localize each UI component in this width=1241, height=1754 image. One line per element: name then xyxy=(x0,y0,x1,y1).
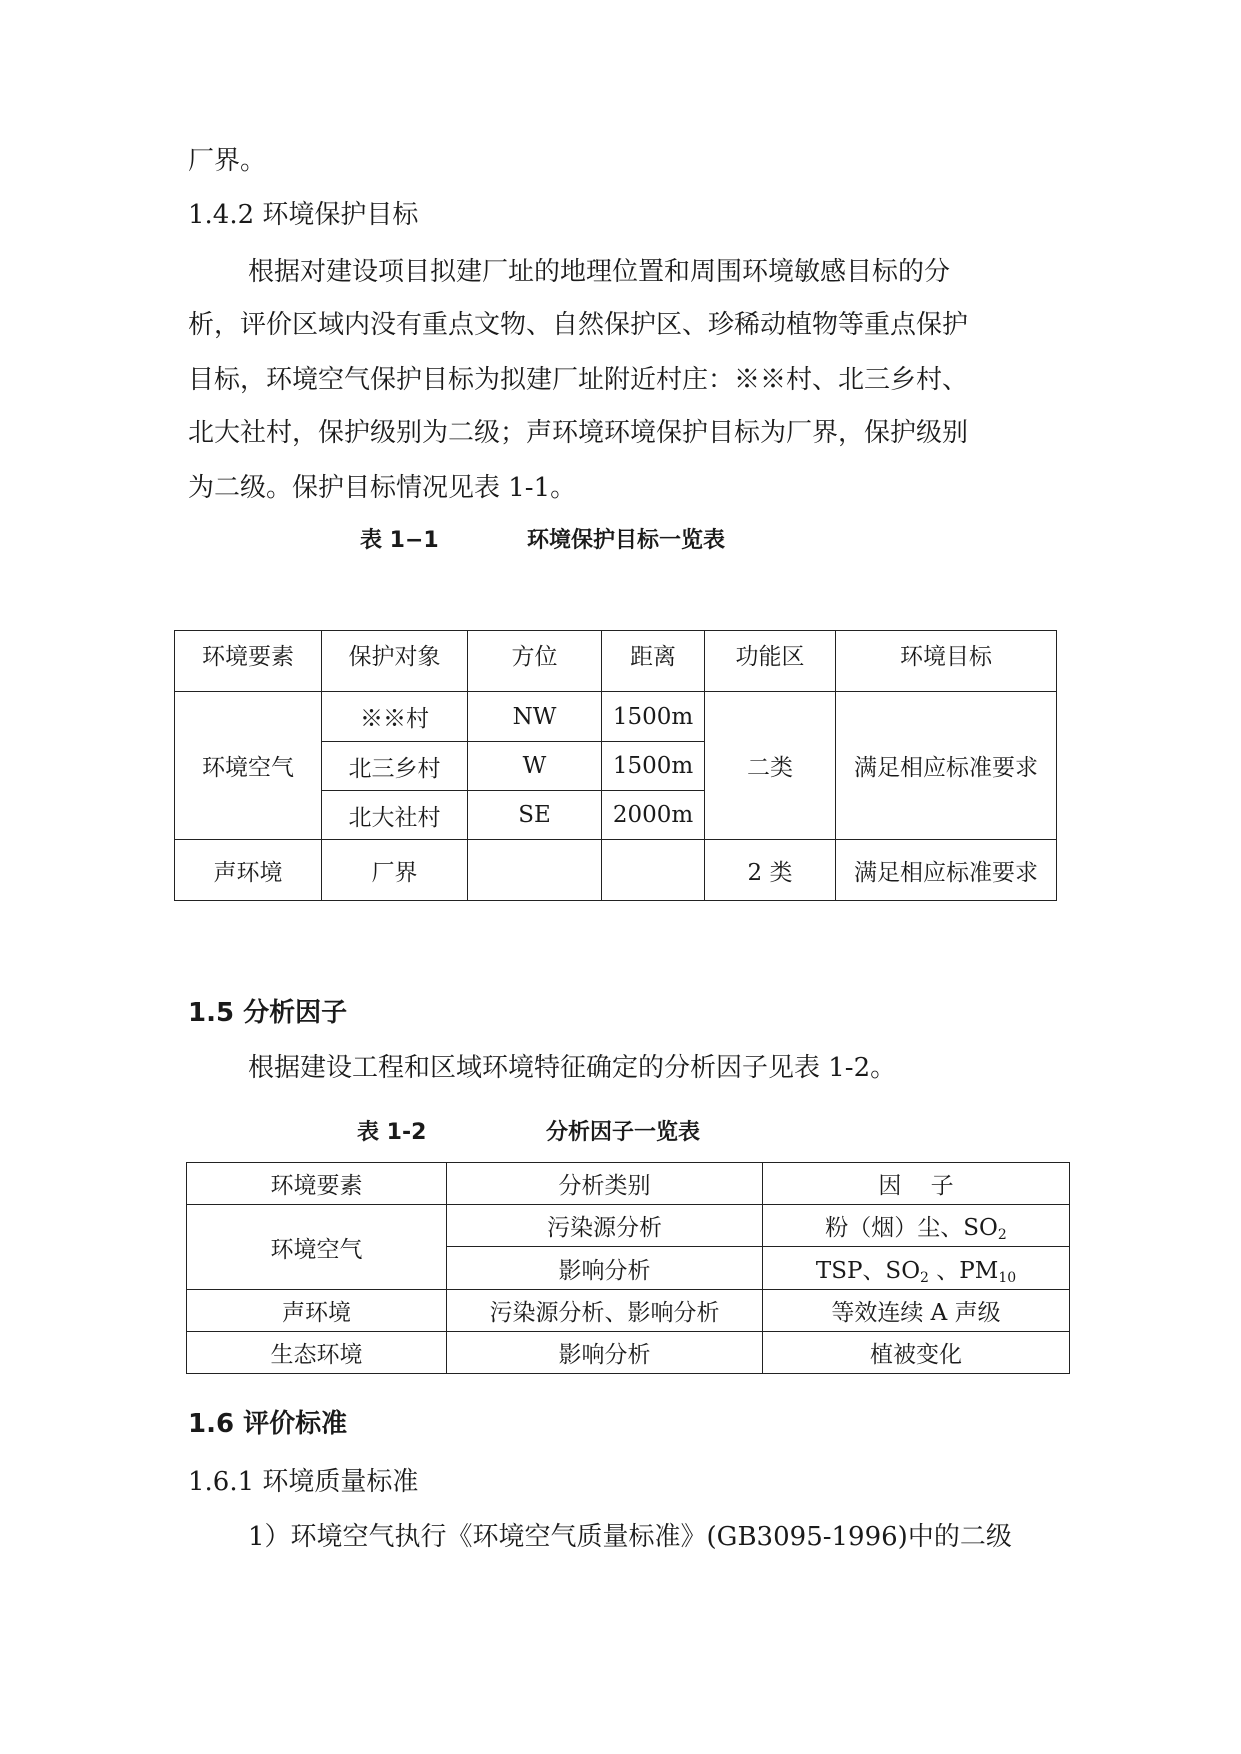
header-cell: 功能区 xyxy=(705,631,836,692)
factor-subscript: 2 xyxy=(920,1269,929,1286)
category-cell: 影响分析 xyxy=(447,1247,763,1290)
factor-text: 、PM xyxy=(928,1257,999,1284)
table-header-row xyxy=(187,1163,1070,1205)
target-cell: 厂界 xyxy=(322,840,468,901)
header-cell: 距离 xyxy=(602,631,705,692)
factor-cell: 植被变化 xyxy=(763,1332,1070,1374)
distance-cell: 1500m xyxy=(602,742,705,791)
table-row xyxy=(175,692,1057,742)
element-cell: 生态环境 xyxy=(187,1332,447,1374)
table-1-2-caption-title: 分析因子一览表 xyxy=(546,1120,701,1145)
table-1-1-caption-number: 表 1−1 xyxy=(360,528,439,553)
distance-cell xyxy=(602,840,705,901)
factor-cell xyxy=(763,1205,1070,1247)
factor-cell: 等效连续 A 声级 xyxy=(763,1290,1070,1332)
section-heading-1-6-1: 1.6.1 环境质量标准 xyxy=(188,1467,419,1497)
factor-text: 粉（烟）尘、SO xyxy=(825,1215,998,1241)
target-cell: ※※村 xyxy=(322,692,468,742)
table-1-1 xyxy=(174,630,1057,901)
table-1-1-caption-title: 环境保护目标一览表 xyxy=(527,528,726,553)
paragraph-line: 厂界。 xyxy=(188,146,267,176)
table-row xyxy=(187,1332,1070,1374)
element-cell: 环境空气 xyxy=(187,1205,447,1290)
factor-text: TSP、SO xyxy=(815,1257,921,1284)
section-heading-1-5: 1.5 分析因子 xyxy=(188,998,348,1028)
category-cell: 污染源分析 xyxy=(447,1205,763,1247)
header-cell: 方位 xyxy=(468,631,602,692)
section-heading-1-4-2: 1.4.2 环境保护目标 xyxy=(188,200,419,230)
target-cell: 北三乡村 xyxy=(322,742,468,791)
header-cell: 分析类别 xyxy=(447,1163,763,1205)
table-1-2 xyxy=(186,1162,1070,1374)
factor-subscript: 10 xyxy=(998,1269,1017,1286)
header-cell: 因 子 xyxy=(763,1163,1070,1205)
zone-cell: 二类 xyxy=(705,692,836,840)
direction-cell xyxy=(468,840,602,901)
distance-cell: 2000m xyxy=(602,791,705,840)
table-row xyxy=(175,840,1057,901)
element-cell: 环境空气 xyxy=(175,692,322,840)
direction-cell: NW xyxy=(468,692,602,742)
paragraph-line: 析，评价区域内没有重点文物、自然保护区、珍稀动植物等重点保护 xyxy=(188,310,969,340)
element-cell: 声环境 xyxy=(175,840,322,901)
table-1-2-caption-number: 表 1-2 xyxy=(357,1120,427,1145)
header-cell: 环境要素 xyxy=(175,631,322,692)
factor-subscript: 2 xyxy=(997,1227,1007,1243)
direction-cell: SE xyxy=(468,791,602,840)
factor-cell xyxy=(763,1247,1070,1290)
paragraph-line: 根据建设工程和区域环境特征确定的分析因子见表 1-2。 xyxy=(248,1053,897,1083)
header-cell: 环境要素 xyxy=(187,1163,447,1205)
table-row xyxy=(187,1205,1070,1247)
category-cell: 影响分析 xyxy=(447,1332,763,1374)
goal-cell: 满足相应标准要求 xyxy=(836,840,1057,901)
header-cell: 环境目标 xyxy=(836,631,1057,692)
paragraph-line: 为二级。保护目标情况见表 1-1。 xyxy=(188,473,577,503)
element-cell: 声环境 xyxy=(187,1290,447,1332)
goal-cell: 满足相应标准要求 xyxy=(836,692,1057,840)
distance-cell: 1500m xyxy=(602,692,705,742)
header-cell: 保护对象 xyxy=(322,631,468,692)
paragraph-line: 北大社村，保护级别为二级；声环境环境保护目标为厂界，保护级别 xyxy=(188,418,969,448)
direction-cell: W xyxy=(468,742,602,791)
paragraph-line: 目标，环境空气保护目标为拟建厂址附近村庄：※※村、北三乡村、 xyxy=(188,365,969,395)
target-cell: 北大社村 xyxy=(322,791,468,840)
category-cell: 污染源分析、影响分析 xyxy=(447,1290,763,1332)
table-row xyxy=(187,1290,1070,1332)
zone-cell: 2 类 xyxy=(705,840,836,901)
section-heading-1-6: 1.6 评价标准 xyxy=(188,1409,348,1439)
paragraph-line: 1）环境空气执行《环境空气质量标准》(GB3095-1996)中的二级 xyxy=(248,1522,1012,1552)
table-header-row xyxy=(175,631,1057,692)
paragraph-line: 根据对建设项目拟建厂址的地理位置和周围环境敏感目标的分 xyxy=(248,257,951,287)
